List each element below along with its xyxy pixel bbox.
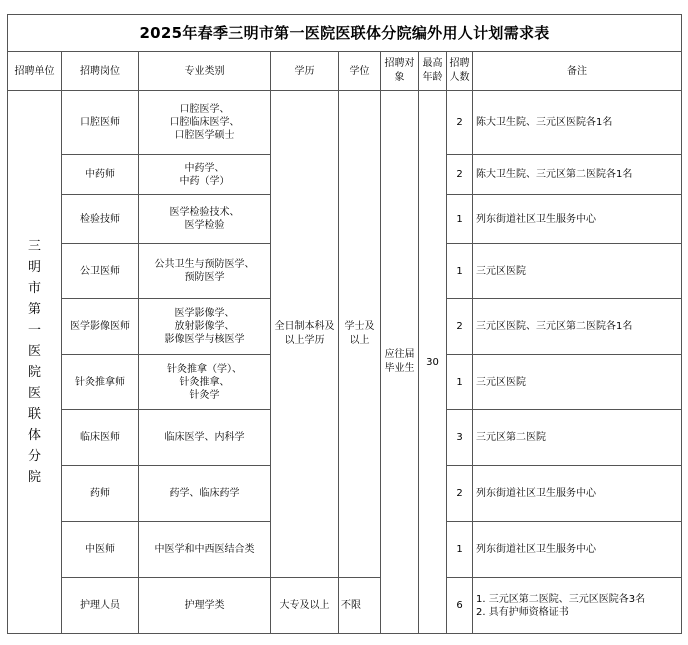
position-cell: 护理人员: [62, 578, 139, 634]
major-line: 护理学类: [184, 600, 225, 611]
position-cell: 公卫医师: [62, 244, 139, 299]
remark-line: 列东街道社区卫生服务中心: [476, 544, 596, 555]
major-line: 放射影像学、: [174, 321, 235, 332]
header-max-age: 最高年龄: [419, 52, 447, 91]
major-cell: [139, 522, 271, 578]
major-cell: [139, 299, 271, 355]
major-line: 医学影像学、: [174, 308, 235, 319]
count-cell: 6: [447, 578, 473, 634]
major-line: 医学检验: [184, 220, 225, 231]
remark-cell: [473, 155, 682, 195]
header-position: 招聘岗位: [62, 52, 139, 91]
unit-char: 一: [27, 323, 41, 338]
count-cell: 2: [447, 299, 473, 355]
major-line: 口腔医学、: [179, 104, 230, 115]
target-cell: 应往届毕业生: [381, 91, 419, 634]
header-education: 学历: [271, 52, 339, 91]
remark-cell: [473, 410, 682, 466]
major-line: 中药学、: [184, 162, 225, 174]
major-cell: [139, 466, 271, 522]
header-unit: 招聘单位: [8, 52, 62, 91]
remark-cell: [473, 578, 682, 634]
remark-cell: [473, 195, 682, 244]
count-cell: 3: [447, 410, 473, 466]
count-cell: 1: [447, 195, 473, 244]
count-cell: 1: [447, 522, 473, 578]
major-line: 针灸推拿（学）、: [167, 363, 242, 375]
count-cell: 1: [447, 355, 473, 410]
remark-line: 列东街道社区卫生服务中心: [476, 213, 596, 225]
remark-line: 1. 三元区第二医院、三元区医院各3名: [476, 593, 646, 605]
remark-line: 列东街道社区卫生服务中心: [476, 488, 596, 499]
major-line: 公共卫生与预防医学、: [154, 259, 255, 270]
position-cell: 中医师: [62, 522, 139, 578]
remark-line: 陈大卫生院、三元区第二医院各1名: [476, 169, 633, 180]
table-row: [8, 91, 682, 155]
unit-char: 联: [27, 407, 41, 422]
position-cell: 中药师: [62, 155, 139, 195]
major-cell: [139, 155, 271, 195]
header-count: 招聘人数: [447, 52, 473, 91]
remark-line: 2. 具有护师资格证书: [476, 606, 569, 618]
major-line: 药学、临床药学: [169, 488, 240, 499]
major-cell: [139, 410, 271, 466]
major-line: 针灸推拿、: [179, 376, 230, 388]
major-line: 针灸学: [189, 389, 220, 401]
major-cell: [139, 355, 271, 410]
table-title: 2025年春季三明市第一医院医联体分院编外用人计划需求表: [8, 15, 682, 52]
max-age-cell: 30: [419, 91, 447, 634]
header-remark: 备注: [473, 52, 682, 91]
remark-cell: [473, 91, 682, 155]
education-cell: 大专及以上: [271, 578, 339, 634]
major-line: 中药（学）: [179, 175, 230, 187]
remark-line: 三元区第二医院: [476, 432, 546, 443]
count-cell: 2: [447, 155, 473, 195]
unit-cell: [8, 91, 62, 634]
remark-cell: [473, 522, 682, 578]
remark-cell: [473, 244, 682, 299]
position-cell: 药师: [62, 466, 139, 522]
unit-char: 明: [27, 260, 41, 275]
major-line: 口腔临床医学、: [169, 117, 240, 128]
position-cell: 检验技师: [62, 195, 139, 244]
remark-cell: [473, 355, 682, 410]
major-cell: [139, 195, 271, 244]
position-cell: 临床医师: [62, 410, 139, 466]
major-line: 临床医学、内科学: [164, 432, 245, 443]
major-cell: [139, 578, 271, 634]
header-row: [8, 52, 682, 91]
position-cell: 口腔医师: [62, 91, 139, 155]
header-major: 专业类别: [139, 52, 271, 91]
education-cell: 全日制本科及以上学历: [271, 91, 339, 578]
remark-line: 三元区医院、三元区第二医院各1名: [476, 321, 633, 332]
recruitment-table: [7, 14, 682, 634]
header-target: 招聘对象: [381, 52, 419, 91]
major-line: 预防医学: [184, 272, 225, 283]
major-line: 医学检验技术、: [169, 207, 240, 218]
degree-cell: 不限: [339, 578, 381, 634]
header-degree: 学位: [339, 52, 381, 91]
unit-char: 分: [27, 449, 41, 464]
unit-char: 医: [27, 344, 41, 359]
major-cell: [139, 244, 271, 299]
remark-cell: [473, 299, 682, 355]
table-body: [8, 91, 682, 634]
unit-char: 第: [27, 302, 41, 317]
remark-line: 陈大卫生院、三元区医院各1名: [476, 117, 613, 128]
position-cell: 针灸推拿师: [62, 355, 139, 410]
major-line: 口腔医学硕士: [174, 130, 235, 141]
count-cell: 1: [447, 244, 473, 299]
major-line: 影像医学与核医学: [164, 334, 245, 345]
remark-line: 三元区医院: [476, 265, 526, 277]
table-row: [8, 578, 682, 634]
remark-line: 三元区医院: [476, 376, 526, 388]
unit-char: 院: [27, 470, 41, 485]
count-cell: 2: [447, 91, 473, 155]
unit-char: 市: [27, 281, 41, 296]
remark-cell: [473, 466, 682, 522]
unit-char: 三: [27, 239, 41, 254]
major-cell: [139, 91, 271, 155]
major-line: 中医学和中西医结合类: [154, 544, 255, 555]
unit-char: 体: [27, 428, 41, 443]
degree-cell: 学士及以上: [339, 91, 381, 578]
unit-char: 院: [27, 365, 41, 380]
unit-char: 医: [27, 386, 41, 401]
count-cell: 2: [447, 466, 473, 522]
position-cell: 医学影像医师: [62, 299, 139, 355]
